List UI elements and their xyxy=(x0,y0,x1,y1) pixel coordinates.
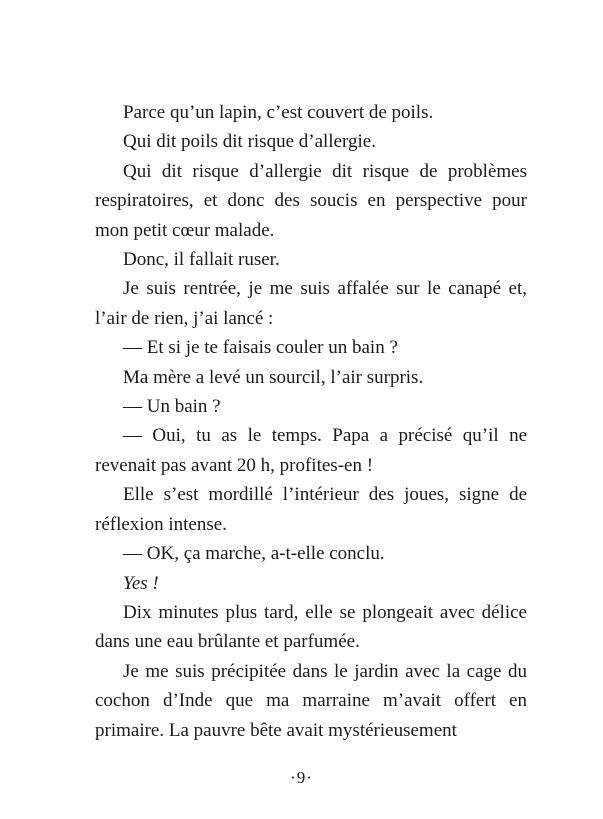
dialogue-line: — Un bain ? xyxy=(123,396,221,418)
paragraph: Je me suis précipitée dans le jardin avec la cage du cochon d’Inde que ma marraine m’avait offert en primaire. La pauvre bête avait mystérieusement xyxy=(95,660,527,741)
paragraph: Parce qu’un lapin, c’est couvert de poils. xyxy=(123,102,434,123)
page-body xyxy=(95,98,527,745)
dialogue-line: — Et si je te faisais couler un bain ? xyxy=(123,337,398,359)
paragraph: Ma mère a levé un sourcil, l’air surpris. xyxy=(123,366,424,388)
paragraph: Je suis rentrée, je me suis affalée sur le canapé et, l’air de rien, j’ai lancé : xyxy=(95,278,527,329)
page-number: ·9· xyxy=(290,768,313,787)
paragraph: Donc, il fallait ruser. xyxy=(123,249,280,271)
paragraph: Qui dit poils dit risque d’allergie. xyxy=(123,131,376,153)
paragraph: Elle s’est mordillé l’intérieur des joues, signe de réflexion intense. xyxy=(95,484,527,535)
paragraph: Dix minutes plus tard, elle se plongeait avec délice dans une eau brûlante et parfumée. xyxy=(95,601,527,653)
dialogue-line: — Oui, tu as le temps. Papa a précisé qu’il ne revenait pas avant 20 h, profites-en ! xyxy=(95,425,527,476)
dialogue-line: — OK, ça marche, a-t-elle conclu. xyxy=(123,543,385,565)
italic-exclamation: Yes ! xyxy=(123,572,159,594)
paragraph: Qui dit risque d’allergie dit risque de problèmes respiratoires, et donc des soucis en perspective pour mon petit cœur malade. xyxy=(95,160,527,241)
